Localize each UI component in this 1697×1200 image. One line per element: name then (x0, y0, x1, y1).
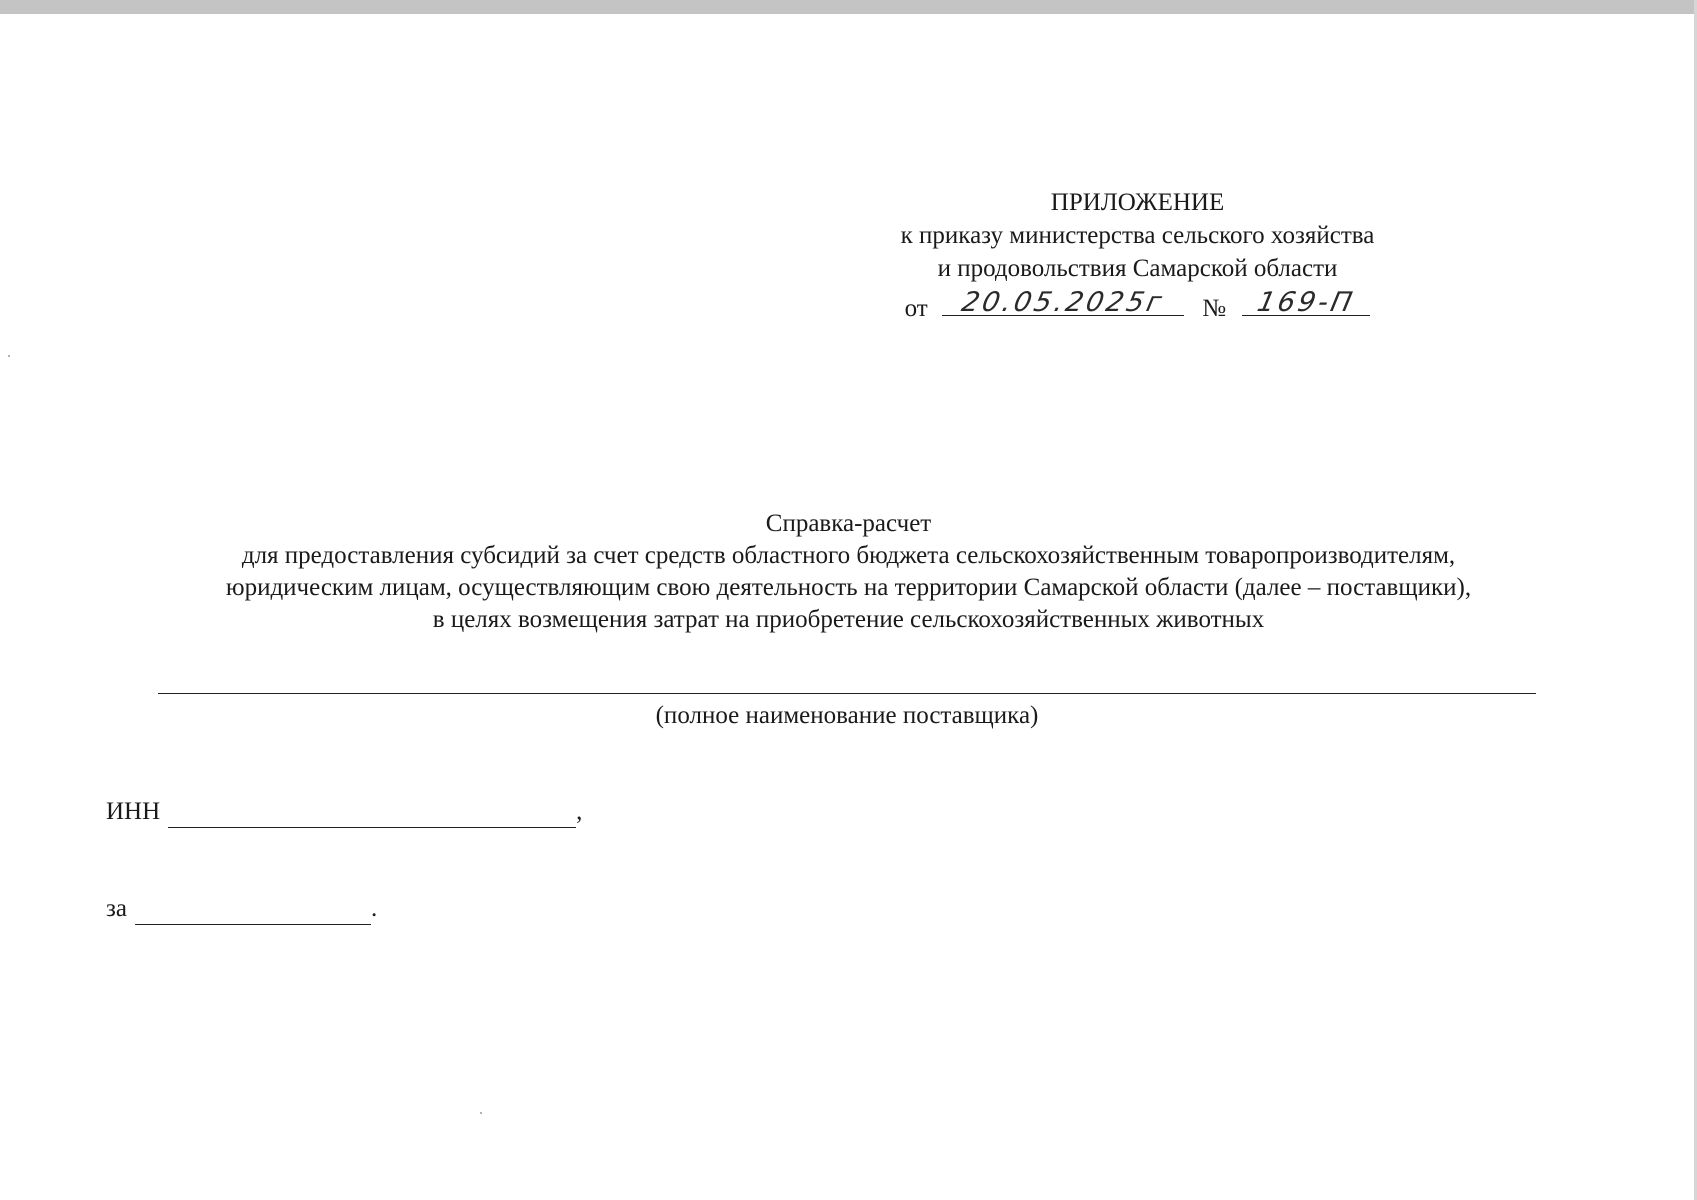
handwritten-date: 20.05.2025г (958, 287, 1168, 318)
appendix-header (860, 186, 1415, 325)
period-row (106, 893, 377, 925)
handwritten-number: 169-П (1254, 287, 1359, 318)
inn-comma: , (576, 798, 583, 825)
from-word: от (904, 295, 928, 322)
title-heading: Справка-расчет (765, 510, 932, 537)
supplier-name-field[interactable] (158, 693, 1536, 694)
appendix-line-2: и продовольствия Самарской области (937, 255, 1338, 282)
period-field[interactable] (135, 898, 371, 925)
scan-speck (480, 1112, 482, 1114)
title-line-2: юридическим лицам, осуществляющим свою деятельность на территории Самарской области (далее – поставщики), (225, 574, 1472, 601)
title-line-1: для предоставления субсидий за счет средств областного бюджета сельскохозяйственным товаропроизводителям, (241, 542, 1456, 569)
supplier-name-caption: (полное наименование поставщика) (655, 702, 1039, 729)
inn-row (106, 796, 582, 828)
inn-field[interactable] (168, 801, 576, 828)
order-date-field (942, 285, 1184, 316)
period-label: за (106, 895, 127, 922)
period-dot: . (370, 895, 378, 922)
inn-label: ИНН (106, 798, 161, 825)
scan-top-border (0, 0, 1697, 14)
document-title (100, 508, 1597, 636)
title-line-3: в целях возмещения затрат на приобретение сельскохозяйственных животных (432, 606, 1265, 633)
number-sign: № (1202, 295, 1227, 322)
order-number-field (1242, 285, 1370, 316)
order-reference (860, 285, 1415, 325)
appendix-line-1: к приказу министерства сельского хозяйства (900, 222, 1375, 249)
appendix-heading: ПРИЛОЖЕНИЕ (1050, 189, 1225, 216)
scan-speck (8, 355, 10, 357)
